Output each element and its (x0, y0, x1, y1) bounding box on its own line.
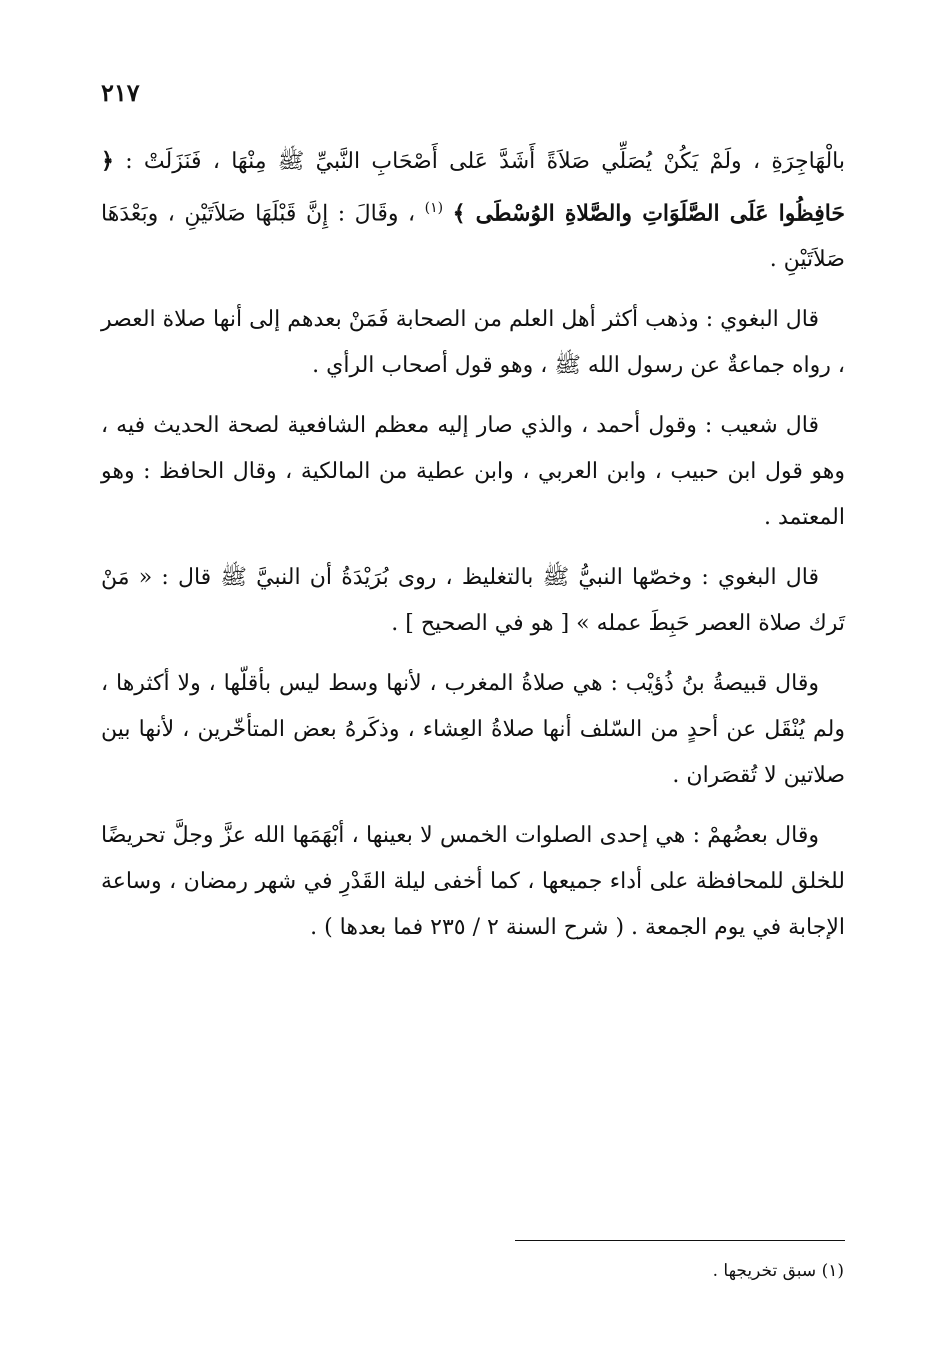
paragraph-6: وقال بعضُهمْ : هي إحدى الصلوات الخمس لا بعينها ، أبْهَمَها الله عزَّ وجلَّ تحريضًا للخلق للمحافظة على أداء جميعها ، كما أخفى ليلة القَدْرِ في شهر رمضان ، وساعة الإجابة في يوم الجمعة . ( شرح السنة ٢ / ٢٣٥ فما بعدها ) . (101, 823, 845, 941)
paragraph-1 (101, 138, 845, 283)
paragraph-1-end: ، وقَالَ : إِنَّ قَبْلَهَا صَلاَتَيْنِ ، وبَعْدَهَا صَلاَتَيْنِ . (101, 201, 845, 273)
paragraph-4: قال البغوي : وخصّها النبيُّ ﷺ بالتغليظ ، روى بُرَيْدَةُ أن النبيَّ ﷺ قال : « مَنْ تَرك صلاة العصر حَبِطَ عمله » [ هو في الصحيح ] . (101, 565, 845, 637)
footnote-text: سبق تخريجها . (712, 1261, 817, 1281)
footnote-reference: (١) (424, 200, 444, 216)
paragraph-1-intro: بالْهَاجِرَةِ ، ولَمْ يَكُنْ يُصَلِّي صَلاَةً أَشَدَّ عَلى أَصْحَابِ النَّبيِّ ﷺ مِنْهَا ، فَنَزَلَتْ : (113, 149, 845, 174)
paragraph-3: قال شعيب : وقول أحمد ، والذي صار إليه معظم الشافعية لصحة الحديث فيه ، وهو قول ابن حبيب ، وابن العربي ، وابن عطية من المالكية ، وقال الحافظ : وهو المعتمد . (101, 413, 845, 531)
paragraph-5: وقال قبيصةُ بنُ ذُؤيْب : هي صلاةُ المغرب ، لأنها وسط ليس بأقلّها ، ولا أكثرها ، ولم يُنْقَل عن أحدٍ من السّلف أنها صلاةُ العِشاء ، وذكَرهُ بعض المتأخّرين ، لأنها بين صلاتين لا تُقصَران . (101, 671, 845, 789)
footnote (713, 1258, 844, 1284)
quran-verse: ﴿ حَافِظُوا عَلَى الصَّلَوَاتِ والصَّلاةِ الوُسْطَى ﴾ (101, 148, 846, 227)
page-number: ٢١٧ (101, 78, 140, 107)
footnote-divider (515, 1240, 845, 1241)
footnote-marker: (١) (821, 1261, 844, 1281)
paragraph-2: قال البغوي : وذهب أكثر أهل العلم من الصحابة فَمَنْ بعدهم إلى أنها صلاة العصر ، رواه جماعةٌ عن رسول الله ﷺ ، وهو قول أصحاب الرأي . (101, 307, 845, 379)
main-text (101, 138, 845, 965)
